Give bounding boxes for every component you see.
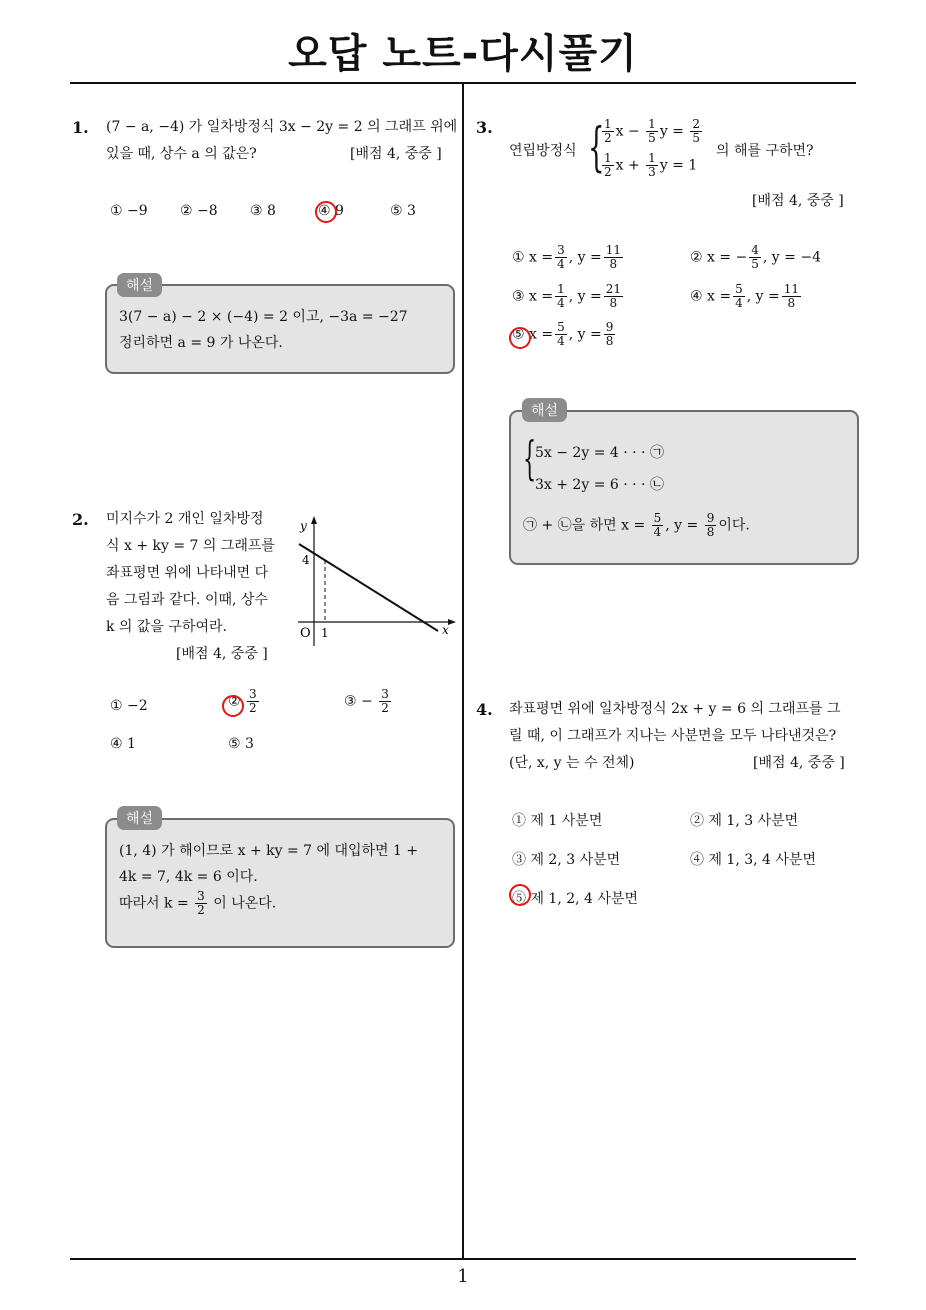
q1-explanation-box <box>105 284 455 374</box>
question-2-text <box>106 506 286 668</box>
q3-equation-1 <box>600 118 704 145</box>
q3-o1-xd: 4 <box>557 257 565 271</box>
q3-eq1-b-den: 5 <box>648 131 656 145</box>
q3-result-xn: 5 <box>653 511 662 525</box>
q2-explanation-tag: 해설 <box>117 806 162 830</box>
q3-option-1[interactable] <box>512 244 625 271</box>
q2-explanation-line-2: 4k = 7, 4k = 6 이다. <box>119 869 258 885</box>
q2-option-2-numerator: 3 <box>249 687 257 701</box>
q3-option-2-mid: , y = −4 <box>762 249 821 266</box>
question-2-line-1: 미지수가 2 개인 일차방정 <box>106 511 264 527</box>
q3-eq1-a-den: 2 <box>604 131 612 145</box>
question-2-number: 2. <box>72 510 89 529</box>
q3-result-mid: , y = <box>665 517 699 534</box>
q2-y-axis-arrow-icon <box>311 516 317 524</box>
q3-o5-yd: 8 <box>605 334 614 348</box>
q3-o2-xn: 4 <box>751 243 759 257</box>
question-3-tail: 의 해를 구하면? <box>716 143 814 159</box>
q3-result-yd: 8 <box>706 525 715 539</box>
q1-explanation-tag: 해설 <box>117 273 162 297</box>
q3-o4-xn: 5 <box>735 282 743 296</box>
q3-result-yn: 9 <box>706 511 715 525</box>
q3-option-3[interactable] <box>512 283 625 310</box>
column-divider <box>462 83 464 1260</box>
q3-eq2-b-num: 1 <box>648 151 656 165</box>
q3-eq2-mid: x + <box>615 157 640 174</box>
q2-explanation-line-1: (1, 4) 가 해이므로 x + ky = 7 에 대입하면 1 + <box>119 843 419 859</box>
q3-option-4-pre: ④ x = <box>690 288 732 305</box>
q3-o4-yd: 8 <box>787 296 796 310</box>
question-1-meta: [배점 4, 중중 ] <box>350 146 442 162</box>
question-3-number: 3. <box>476 118 493 137</box>
q3-eq2-a-den: 2 <box>604 165 612 179</box>
q3-explanation-result <box>523 512 750 539</box>
question-2-line-3: 좌표평면 위에 나타내면 다 <box>106 565 269 581</box>
q2-option-3-numerator: 3 <box>381 687 389 701</box>
q4-answer-mark-icon <box>509 884 531 906</box>
q3-o5-xn: 5 <box>557 320 565 334</box>
q3-result-xd: 4 <box>653 525 662 539</box>
question-4-text <box>509 696 859 777</box>
question-1-line-1: (7 − a, −4) 가 일차방정식 3x − 2y = 2 의 그래프 위에 <box>106 119 458 135</box>
q3-option-4[interactable] <box>690 283 803 310</box>
q3-option-3-mid: , y = <box>568 288 602 305</box>
q3-eq1-b-num: 1 <box>648 117 656 131</box>
q1-option-1[interactable]: ① −9 <box>110 203 148 219</box>
q2-option-2-label: ② <box>228 693 241 710</box>
q2-x-axis-arrow-icon <box>448 619 456 625</box>
q3-eq2-b-den: 3 <box>648 165 656 179</box>
q3-explanation-brace-icon: { <box>523 431 537 485</box>
question-4-line-2: 릴 때, 이 그래프가 지나는 사분면을 모두 나타낸것은? <box>509 728 837 744</box>
q3-eq1-c-den: 5 <box>692 131 700 145</box>
question-4-number: 4. <box>476 700 493 719</box>
question-4-meta: [배점 4, 중중 ] <box>753 755 845 771</box>
question-2-line-4: 음 그림과 같다. 이때, 상수 <box>106 592 268 608</box>
footer-rule <box>70 1258 856 1260</box>
q3-o3-yn: 21 <box>605 282 621 296</box>
q3-eq2-post: y = 1 <box>659 157 698 174</box>
q2-origin-label: O <box>300 626 311 641</box>
q4-option-1[interactable]: ① 제 1 사분면 <box>512 813 603 829</box>
q3-o3-xd: 4 <box>557 296 565 310</box>
q1-option-3[interactable]: ③ 8 <box>250 203 276 219</box>
q3-explanation-system-1: 5x − 2y = 4 · · · ㉠ <box>535 445 664 461</box>
q3-result-post: 이다. <box>718 517 750 534</box>
q2-explanation-box <box>105 818 455 948</box>
q3-eq1-a-num: 1 <box>604 117 612 131</box>
q3-system-brace-icon: { <box>588 118 605 178</box>
q1-explanation-line-2: 정리하면 a = 9 가 나온다. <box>119 335 283 351</box>
q3-eq1-c-num: 2 <box>692 117 700 131</box>
q3-o3-yd: 8 <box>609 296 618 310</box>
q3-answer-mark-icon <box>509 327 531 349</box>
q4-option-2[interactable]: ② 제 1, 3 사분면 <box>690 813 799 829</box>
question-2-line-5: k 의 값을 구하여라. <box>106 619 227 635</box>
q4-option-4[interactable]: ④ 제 1, 3, 4 사분면 <box>690 852 816 868</box>
q3-explanation-tag: 해설 <box>522 398 567 422</box>
question-1-line-2: 있을 때, 상수 a 의 값은? <box>106 146 257 162</box>
q3-explanation-box <box>509 410 859 565</box>
q4-option-5[interactable]: ⑤ 제 1, 2, 4 사분면 <box>512 891 638 907</box>
q3-result-pre: ㉠ + ㉡을 하면 x = <box>523 517 646 534</box>
page-number: 1 <box>457 1266 469 1287</box>
q3-explanation-system-2: 3x + 2y = 6 · · · ㉡ <box>535 477 664 493</box>
q1-explanation-line-1: 3(7 − a) − 2 × (−4) = 2 이고, −3a = −27 <box>119 309 408 325</box>
q2-explanation-line-3-pre: 따라서 k = <box>119 895 189 912</box>
question-1-number: 1. <box>72 118 89 137</box>
q2-explanation-denominator: 2 <box>197 903 205 917</box>
question-1-text <box>106 114 456 168</box>
q3-option-1-mid: , y = <box>568 249 602 266</box>
q3-option-1-pre: ① x = <box>512 249 554 266</box>
q2-explanation-line-3 <box>119 890 276 917</box>
q3-equation-2 <box>600 152 697 179</box>
q1-answer-mark-icon <box>315 201 337 223</box>
q4-option-3[interactable]: ③ 제 2, 3 사분면 <box>512 852 621 868</box>
q3-eq1-post: y = <box>659 123 684 140</box>
q2-option-2-denominator: 2 <box>249 701 257 715</box>
q2-y-label: y <box>300 519 307 533</box>
question-4-line-3: (단, x, y 는 수 전체) <box>509 755 635 771</box>
q1-option-5[interactable]: ⑤ 3 <box>390 203 416 219</box>
q2-option-4[interactable]: ④ 1 <box>110 736 136 752</box>
q1-option-4[interactable]: ④ 9 <box>318 203 344 219</box>
q3-option-3-pre: ③ x = <box>512 288 554 305</box>
q1-option-2[interactable]: ② −8 <box>180 203 218 219</box>
q2-graph <box>294 514 458 650</box>
q3-option-4-mid: , y = <box>746 288 780 305</box>
q3-o5-xd: 4 <box>557 334 565 348</box>
q3-eq1-mid: x − <box>615 123 640 140</box>
q3-o1-yd: 8 <box>609 257 618 271</box>
question-4-line-1: 좌표평면 위에 일차방정식 2x + y = 6 의 그래프를 그 <box>509 701 841 717</box>
question-2-line-2: 식 x + ky = 7 의 그래프를 <box>106 538 275 554</box>
q3-o3-xn: 1 <box>557 282 565 296</box>
q3-o1-xn: 3 <box>557 243 565 257</box>
q2-x-tick-label: 1 <box>321 626 329 640</box>
q3-o1-yn: 11 <box>605 243 621 257</box>
q2-answer-mark-icon <box>222 695 244 717</box>
q3-o4-xd: 4 <box>735 296 743 310</box>
q3-option-5-mid: , y = <box>568 326 602 343</box>
question-3-lead: 연립방정식 <box>509 143 577 159</box>
page-title: 오답 노트-다시풀기 <box>288 31 638 77</box>
q2-x-label: x <box>442 623 449 637</box>
q2-option-5[interactable]: ⑤ 3 <box>228 736 254 752</box>
q3-option-2[interactable] <box>690 244 821 271</box>
q3-option-5-pre: ⑤ x = <box>512 326 554 343</box>
q2-explanation-numerator: 3 <box>197 889 205 903</box>
q2-option-3-denominator: 2 <box>381 701 389 715</box>
q3-o2-xd: 5 <box>751 257 759 271</box>
question-2-meta: [배점 4, 중중 ] <box>176 646 268 662</box>
q2-option-3[interactable] <box>344 688 393 715</box>
q2-y-tick-label: 4 <box>302 553 310 567</box>
q2-option-1[interactable]: ① −2 <box>110 698 148 714</box>
q3-o4-yn: 11 <box>783 282 799 296</box>
q2-graph-line <box>299 544 438 631</box>
q3-eq2-a-num: 1 <box>604 151 612 165</box>
q3-option-2-pre: ② x = − <box>690 249 748 266</box>
question-3-meta: [배점 4, 중중 ] <box>752 193 844 209</box>
q2-option-3-label: ③ − <box>344 693 373 710</box>
q2-explanation-line-3-post: 이 나온다. <box>213 895 277 912</box>
q3-o5-yn: 9 <box>605 320 614 334</box>
